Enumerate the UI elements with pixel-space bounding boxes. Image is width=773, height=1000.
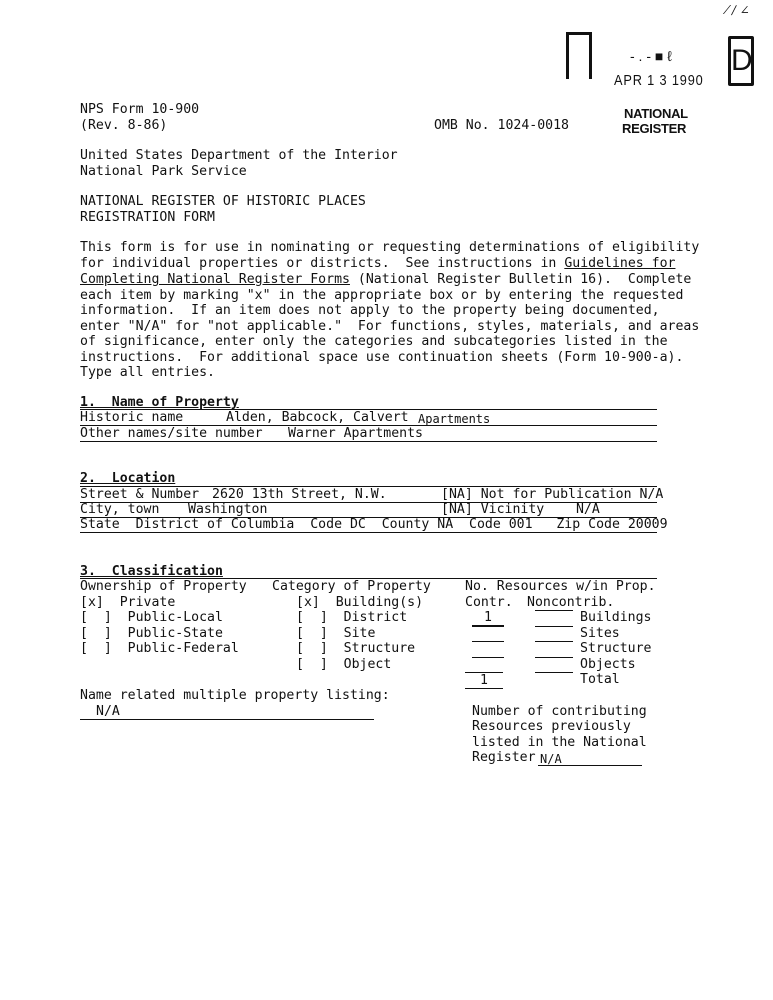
historic-name-label: Historic name bbox=[80, 410, 184, 425]
state-rule bbox=[80, 532, 657, 533]
category-header: Category of Property bbox=[272, 579, 431, 594]
instructions-line bbox=[80, 272, 691, 288]
historic-name-hand: Apartments bbox=[418, 412, 491, 426]
agency-line2: National Park Service bbox=[80, 164, 247, 179]
city-label: City, town bbox=[80, 502, 160, 517]
agency-line1: United States Department of the Interior bbox=[80, 148, 398, 163]
noncontrib-header: Noncontrib. bbox=[527, 595, 615, 610]
resource-label: Total bbox=[580, 672, 620, 687]
section1-heading: 1. Name of Property bbox=[80, 395, 239, 410]
historic-name-value: Alden, Babcock, Calvert bbox=[226, 410, 409, 425]
vicinity: [NA] Vicinity N/A bbox=[441, 502, 600, 517]
section3-heading: 3. Classification bbox=[80, 564, 223, 579]
omb-number: OMB No. 1024-0018 bbox=[434, 118, 569, 133]
resource-label: Buildings bbox=[580, 610, 652, 625]
category-object: [ ] Object bbox=[296, 657, 392, 672]
stamp-letter-box: D bbox=[728, 36, 754, 86]
other-names-line bbox=[80, 441, 657, 442]
instructions-line: each item by marking "x" in the appropriate box or by entering the requested bbox=[80, 288, 684, 303]
contr-count bbox=[472, 626, 504, 627]
prev-listed-line: Resources previously bbox=[472, 719, 631, 734]
multiple-property-value: N/A bbox=[96, 704, 120, 719]
other-names-label: Other names/site number bbox=[80, 426, 263, 441]
register-line bbox=[538, 765, 642, 766]
received-stamp bbox=[560, 28, 753, 118]
instructions-line: of significance, enter only the categories and subcategories listed in the bbox=[80, 334, 668, 349]
instructions-line: instructions. For additional space use continuation sheets (Form 10-900-a). bbox=[80, 350, 684, 365]
ownership-public-federal: [ ] Public-Federal bbox=[80, 641, 239, 656]
noncontrib-count bbox=[535, 657, 573, 658]
instructions-line: enter "N/A" for "not applicable." For functions, styles, materials, and areas bbox=[80, 319, 700, 334]
stamp-date: APR 1 3 1990 bbox=[614, 72, 704, 89]
street-label: Street & Number bbox=[80, 487, 200, 502]
stamp-marks: - . - ■ ℓ bbox=[630, 48, 672, 64]
instructions-line: information. If an item does not apply to the property being documented, bbox=[80, 303, 660, 318]
prev-listed-line: listed in the National bbox=[472, 735, 647, 750]
city-value: Washington bbox=[188, 502, 268, 517]
section2-heading: 2. Location bbox=[80, 471, 176, 486]
contr-count bbox=[472, 657, 504, 658]
instructions-line: Type all entries. bbox=[80, 365, 215, 380]
ownership-private: [x] Private bbox=[80, 595, 176, 610]
resource-label: Sites bbox=[580, 626, 620, 641]
multiple-property-label: Name related multiple property listing: bbox=[80, 688, 390, 703]
noncontrib-count bbox=[535, 610, 573, 611]
category-district: [ ] District bbox=[296, 610, 408, 625]
ownership-header: Ownership of Property bbox=[80, 579, 247, 594]
form-revision: (Rev. 8-86) bbox=[80, 118, 168, 133]
stamp-frame-left bbox=[566, 32, 592, 79]
guidelines-link: Guidelines for bbox=[564, 256, 676, 271]
noncontrib-count bbox=[535, 626, 573, 627]
instructions-text: (National Register Bulletin 16). Complete bbox=[349, 272, 692, 287]
contr-total: 1 bbox=[465, 672, 503, 689]
state-line: State District of Columbia Code DC County NA Code 001 Zip Code 20009 bbox=[80, 517, 668, 532]
prev-listed-line: Number of contributing bbox=[472, 704, 647, 719]
category-building: [x] Building(s) bbox=[296, 595, 424, 610]
resource-label: Structure bbox=[580, 641, 652, 656]
category-site: [ ] Site bbox=[296, 626, 376, 641]
not-for-publication: [NA] Not for Publication N/A bbox=[441, 487, 664, 502]
instructions-text: for individual properties or districts. See instructions in bbox=[80, 256, 565, 271]
street-value: 2620 13th Street, N.W. bbox=[212, 487, 387, 502]
stamp-national: NATIONAL bbox=[624, 106, 688, 121]
ownership-public-state: [ ] Public-State bbox=[80, 626, 223, 641]
register-value: N/A bbox=[540, 752, 562, 766]
category-structure: [ ] Structure bbox=[296, 641, 416, 656]
resource-label: Objects bbox=[580, 657, 636, 672]
other-names-value: Warner Apartments bbox=[288, 426, 423, 441]
handwritten-mark: ⁄ ∕ ∠ bbox=[726, 3, 750, 17]
register-label: Register bbox=[472, 750, 536, 765]
contr-count bbox=[472, 641, 504, 642]
form-title-line1: NATIONAL REGISTER OF HISTORIC PLACES bbox=[80, 194, 366, 209]
noncontrib-total bbox=[535, 672, 573, 673]
resources-header: No. Resources w/in Prop. bbox=[465, 579, 656, 594]
instructions-line bbox=[80, 256, 675, 272]
form-title-line2: REGISTRATION FORM bbox=[80, 210, 215, 225]
contr-count: 1 bbox=[472, 610, 504, 626]
stamp-register: REGISTER bbox=[622, 121, 687, 136]
ownership-public-local: [ ] Public-Local bbox=[80, 610, 223, 625]
form-number: NPS Form 10-900 bbox=[80, 102, 200, 117]
noncontrib-count bbox=[535, 641, 573, 642]
instructions-line: This form is for use in nominating or requesting determinations of eligibility bbox=[80, 240, 700, 255]
contr-header: Contr. bbox=[465, 595, 513, 610]
multiple-property-line bbox=[80, 719, 374, 720]
guidelines-title: Completing National Register Forms bbox=[80, 272, 350, 287]
